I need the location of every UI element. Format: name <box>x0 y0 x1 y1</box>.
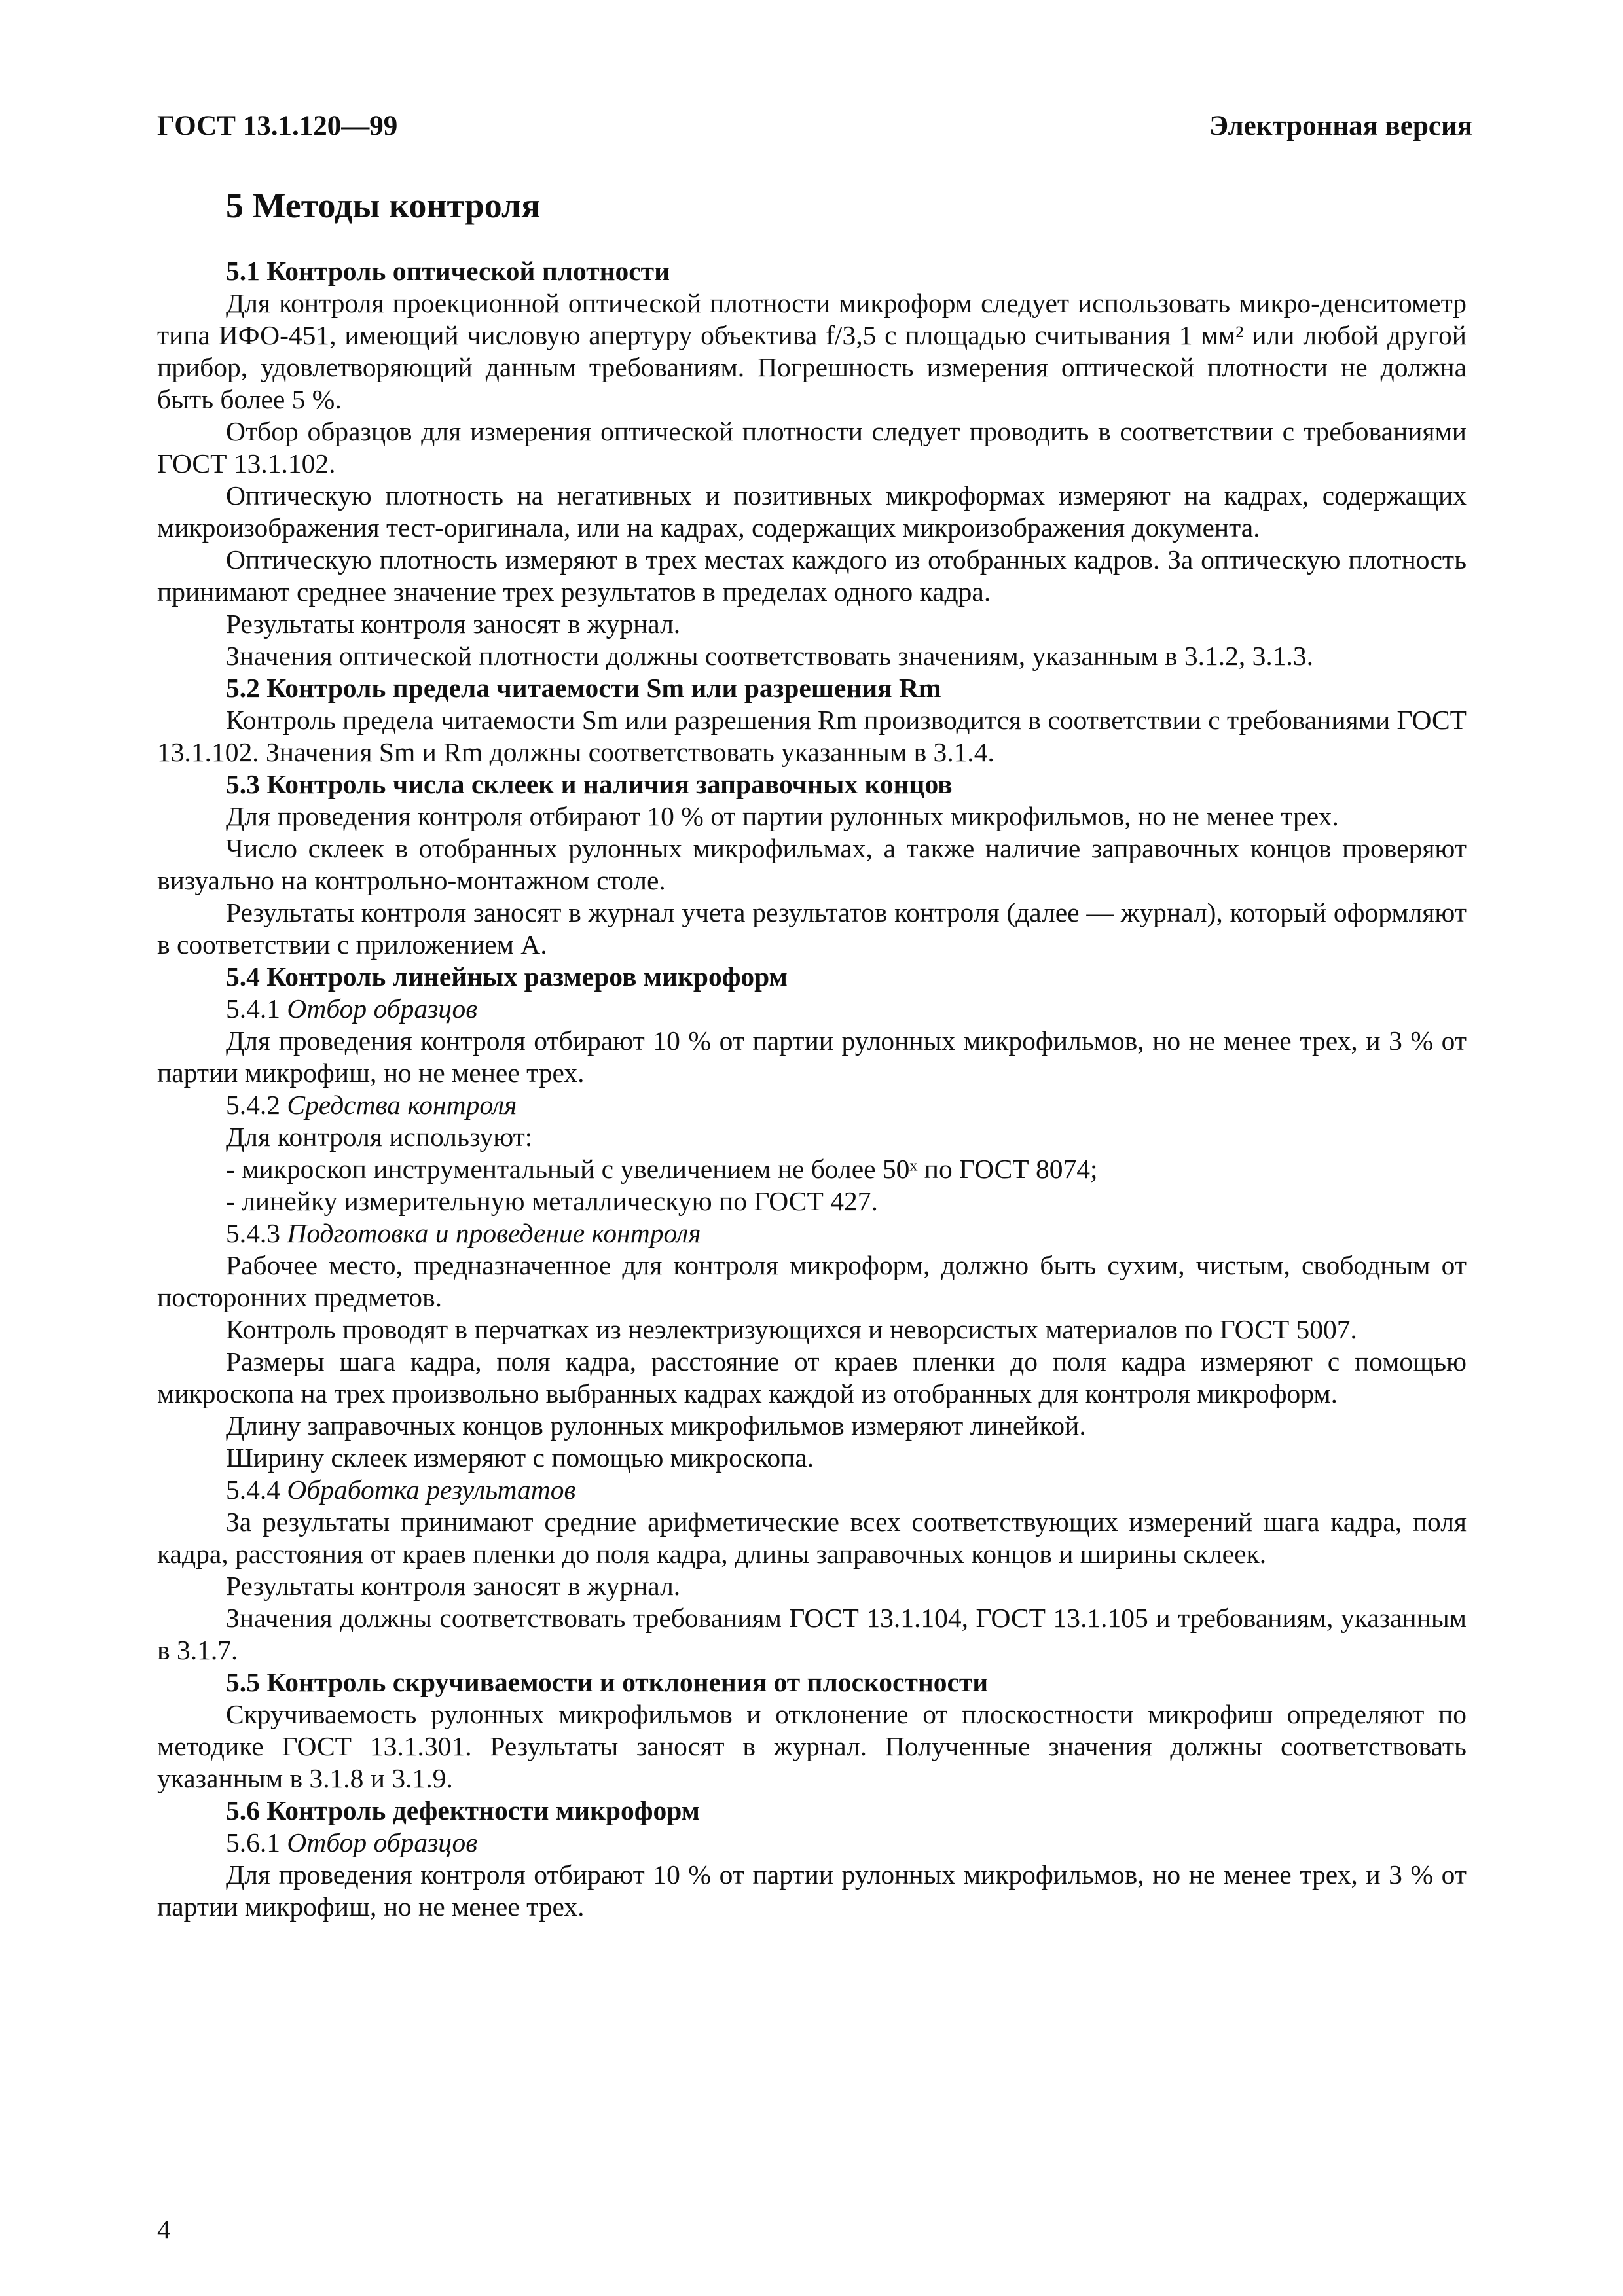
subheading-title: Обработка результатов <box>287 1475 576 1505</box>
paragraph: Для проведения контроля отбирают 10 % от партии рулонных микрофильмов, но не менее трех, и 3 % от партии микрофиш, но не менее трех. <box>157 1859 1467 1922</box>
paragraph: Скручиваемость рулонных микрофильмов и отклонение от плоскостности микрофиш определяют по методике ГОСТ 13.1.301. Результаты заносят в журнал. Полученные значения должны соответствовать указанным в 3.1.8 и 3.1.9. <box>157 1699 1467 1793</box>
subheading-title: Средства контроля <box>287 1090 517 1120</box>
subheading-number: 5.6.1 <box>226 1827 280 1857</box>
paragraph: Для контроля используют: <box>226 1122 533 1152</box>
subheading-5-4-4 <box>157 1474 1467 1506</box>
paragraph: Число склеек в отобранных рулонных микрофильмах, а также наличие заправочных концов проверяют визуально на контрольно-монтажном столе. <box>157 833 1467 895</box>
paragraph: Ширину склеек измеряют с помощью микроскопа. <box>226 1443 814 1473</box>
document-body <box>157 255 1467 1923</box>
paragraph: Результаты контроля заносят в журнал. <box>226 1571 681 1601</box>
heading-5-5: 5.5 Контроль скручиваемости и отклонения от плоскостности <box>226 1667 989 1697</box>
subheading-title: Подготовка и проведение контроля <box>287 1218 701 1248</box>
paragraph: Рабочее место, предназначенное для контроля микроформ, должно быть сухим, чистым, свободным от посторонних предметов. <box>157 1250 1467 1312</box>
paragraph: Отбор образцов для измерения оптической плотности следует проводить в соответствии с требованиями ГОСТ 13.1.102. <box>157 416 1467 478</box>
heading-5-3: 5.3 Контроль числа склеек и наличия заправочных концов <box>226 769 953 799</box>
edition-label: Электронная версия <box>1209 111 1472 141</box>
document-id: ГОСТ 13.1.120—99 <box>157 111 398 141</box>
paragraph: Длину заправочных концов рулонных микрофильмов измеряют линейкой. <box>226 1410 1086 1441</box>
paragraph: Для проведения контроля отбирают 10 % от партии рулонных микрофильмов, но не менее трех, и 3 % от партии микрофиш, но не менее трех. <box>157 1026 1467 1088</box>
heading-5-2: 5.2 Контроль предела читаемости Sm или разрешения Rm <box>226 673 941 703</box>
paragraph: Размеры шага кадра, поля кадра, расстояние от краев пленки до поля кадра измеряют с помощью микроскопа на трех произвольно выбранных кадрах каждой из отобранных для контроля микроформ. <box>157 1346 1467 1408</box>
paragraph: Для контроля проекционной оптической плотности микроформ следует использовать микро-денситометр типа ИФО-451, имеющий числовую апертуру объектива f/3,5 с площадью считывания 1 мм² или любой другой прибор, удовлетворяющий данным требованиям. Погрешность измерения оптической плотности не должна быть более 5 %. <box>157 288 1467 414</box>
subheading-5-4-2 <box>157 1089 1467 1121</box>
subheading-5-6-1 <box>157 1827 1467 1859</box>
subheading-number: 5.4.4 <box>226 1475 280 1505</box>
paragraph: Результаты контроля заносят в журнал учета результатов контроля (далее — журнал), который оформляют в соответствии с приложением А. <box>157 897 1467 960</box>
subheading-5-4-3 <box>157 1217 1467 1249</box>
subheading-title: Отбор образцов <box>287 1827 478 1857</box>
section-title: 5 Методы контроля <box>226 186 541 225</box>
paragraph: За результаты принимают средние арифметические всех соответствующих измерений шага кадра, поля кадра, расстояния от краев пленки до поля кадра, длины заправочных концов и ширины склеек. <box>157 1507 1467 1569</box>
subheading-title: Отбор образцов <box>287 994 478 1024</box>
paragraph: Контроль проводят в перчатках из неэлектризующихся и неворсистых материалов по ГОСТ 5007. <box>226 1314 1357 1344</box>
paragraph: Для проведения контроля отбирают 10 % от партии рулонных микрофильмов, но не менее трех. <box>226 801 1339 831</box>
heading-5-1: 5.1 Контроль оптической плотности <box>226 256 670 286</box>
subheading-number: 5.4.1 <box>226 994 280 1024</box>
subheading-5-4-1 <box>157 993 1467 1025</box>
paragraph: Оптическую плотность измеряют в трех местах каждого из отобранных кадров. За оптическую плотность принимают среднее значение трех результатов в пределах одного кадра. <box>157 545 1467 607</box>
heading-5-6: 5.6 Контроль дефектности микроформ <box>226 1795 700 1825</box>
paragraph: Результаты контроля заносят в журнал. <box>226 609 681 639</box>
heading-5-4: 5.4 Контроль линейных размеров микроформ <box>226 961 788 992</box>
paragraph: Значения должны соответствовать требованиям ГОСТ 13.1.104, ГОСТ 13.1.105 и требованиям, указанным в 3.1.7. <box>157 1603 1467 1665</box>
paragraph: Контроль предела читаемости Sm или разрешения Rm производится в соответствии с требованиями ГОСТ 13.1.102. Значения Sm и Rm должны соответствовать указанным в 3.1.4. <box>157 705 1467 767</box>
list-item: - линейку измерительную металлическую по ГОСТ 427. <box>226 1186 878 1216</box>
subheading-number: 5.4.3 <box>226 1218 280 1248</box>
page-number: 4 <box>157 2214 171 2244</box>
paragraph: Значения оптической плотности должны соответствовать значениям, указанным в 3.1.2, 3.1.3. <box>226 641 1314 671</box>
subheading-number: 5.4.2 <box>226 1090 280 1120</box>
list-item: - микроскоп инструментальный с увеличением не более 50ˣ по ГОСТ 8074; <box>226 1154 1098 1184</box>
paragraph: Оптическую плотность на негативных и позитивных микроформах измеряют на кадрах, содержащих микроизображения тест-оригинала, или на кадрах, содержащих микроизображения документа. <box>157 480 1467 543</box>
